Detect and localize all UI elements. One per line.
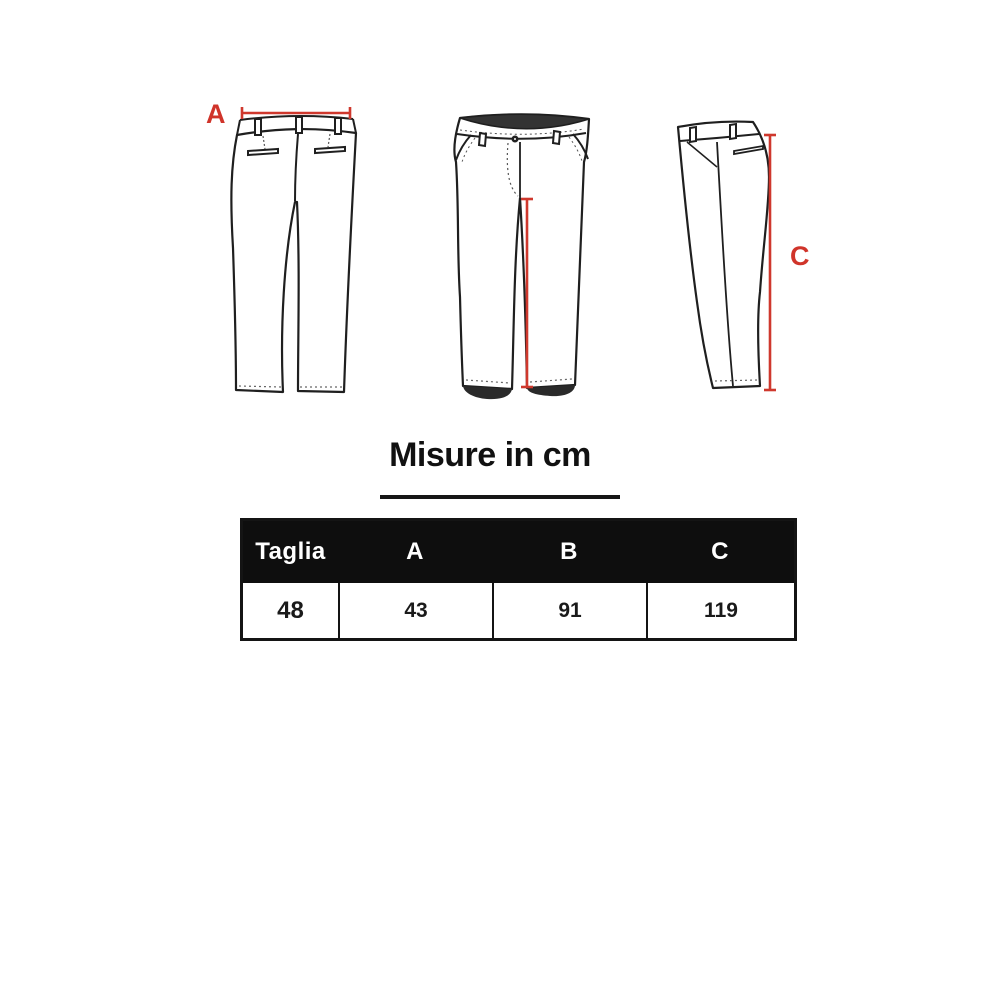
measure-label-a: A: [206, 99, 226, 129]
size-table: [240, 518, 797, 641]
back-pocket-welt: [248, 149, 278, 155]
table-header-b: B: [560, 538, 578, 565]
belt-loop: [553, 131, 560, 144]
pants-side-view-drawing: [670, 112, 805, 407]
table-cell-c: 119: [646, 583, 794, 638]
table-cell-b: 91: [492, 583, 646, 638]
table-cell-a: 43: [338, 583, 492, 638]
table-header-taglia: Taglia: [255, 538, 326, 565]
pants-front-silhouette: [454, 114, 589, 389]
pants-back-silhouette: [231, 129, 356, 392]
title-underline: [380, 495, 620, 499]
belt-loop: [296, 117, 302, 133]
belt-loop: [255, 119, 261, 135]
waist-button-center: [514, 138, 516, 140]
size-table-header-row: [243, 521, 794, 583]
measure-label-c: C: [790, 241, 810, 271]
table-cell-taglia: 48: [277, 596, 304, 624]
page-title: Misure in cm: [389, 436, 591, 474]
belt-loop: [479, 133, 486, 146]
pants-back-view-drawing: [218, 103, 368, 403]
belt-loop: [730, 124, 736, 139]
size-table-row: [243, 583, 794, 638]
table-header-c: C: [711, 538, 729, 565]
pants-front-view-drawing: [442, 112, 602, 402]
table-header-a: A: [406, 538, 424, 565]
belt-loop: [335, 118, 341, 134]
back-pocket-welt: [315, 147, 345, 153]
belt-loop: [690, 127, 696, 142]
